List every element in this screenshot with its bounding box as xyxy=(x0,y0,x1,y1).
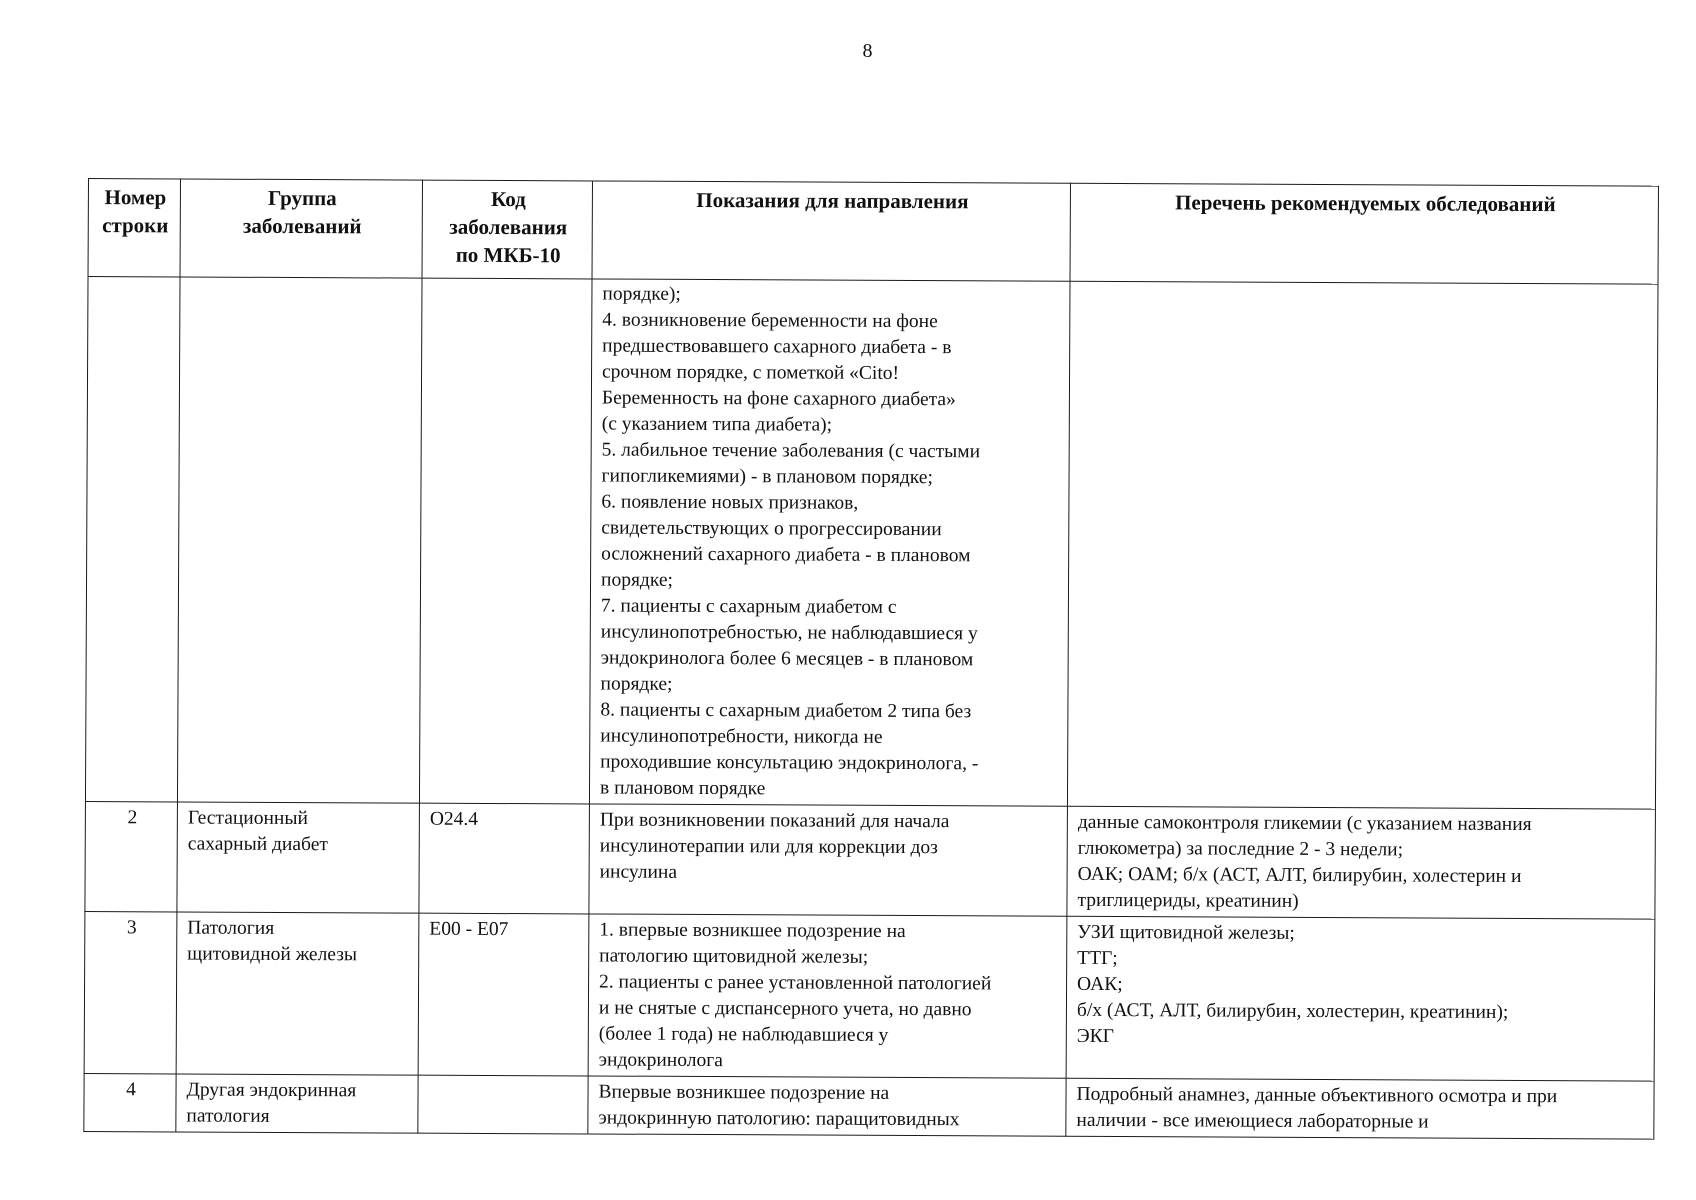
cell-code: O24.4 xyxy=(419,803,590,914)
table-row xyxy=(84,911,1655,1081)
cell-number: 2 xyxy=(85,801,178,911)
header-indications: Показания для направления xyxy=(592,181,1070,281)
page-number: 8 xyxy=(862,40,873,62)
referral-table xyxy=(83,178,1659,1140)
cell-examinations xyxy=(1067,281,1658,809)
table-row xyxy=(85,801,1656,919)
cell-indications: 1. впервые возникшее подозрение на патологию щитовидной железы; 2. пациенты с ранее установленной патологией и не снятые с диспансерного учета, но давно (более 1 года) не наблюдавшиеся у эндокринолога xyxy=(588,914,1067,1078)
header-disease-group: Группа заболеваний xyxy=(180,179,422,278)
header-row-number: Номер строки xyxy=(88,179,180,277)
cell-examinations: данные самоконтроля гликемии (с указанием названия глюкометра) за последние 2 - 3 недели; ОАК; ОАМ; б/х (АСТ, АЛТ, билирубин, холестерин и триглицериды, креатинин) xyxy=(1067,806,1656,919)
header-icd-code: Код заболевания по МКБ-10 xyxy=(422,180,592,279)
cell-indications: Впервые возникшее подозрение на эндокринную патологию: паращитовидных xyxy=(588,1076,1066,1136)
cell-code xyxy=(419,278,592,804)
cell-group xyxy=(177,277,422,803)
cell-examinations: УЗИ щитовидной железы; ТТГ; ОАК; б/х (АСТ, АЛТ, билирубин, холестерин, креатинин); ЭКГ xyxy=(1066,916,1655,1081)
cell-code: E00 - E07 xyxy=(418,913,589,1076)
cell-group: Гестационный сахарный диабет xyxy=(177,802,420,913)
table-row-continuation xyxy=(85,277,1658,810)
cell-indications: порядке); 4. возникновение беременности на фоне предшествовавшего сахарного диабета - в срочном порядке, с пометкой «Cito! Беременность на фоне сахарного диабета» (с указанием типа диабета); 5. лабильное течение заболевания (с частыми гипогликемиями) - в плановом порядке; 6. появление новых признаков, свидетельствующих о прогрессировании осложнений сахарного диабета - в плановом порядке; 7. пациенты с сахарным диабетом с инсулинопотребностью, не наблюдавшиеся у эндокринолога более 6 месяцев - в плановом порядке; 8. пациенты с сахарным диабетом 2 типа без инсулинопотребности, никогда не проходившие консультацию эндокринолога, - в плановом порядке xyxy=(589,279,1070,806)
cell-examinations: Подробный анамнез, данные объективного осмотра и при наличии - все имеющиеся лабораторные и xyxy=(1066,1078,1654,1139)
cell-number: 3 xyxy=(84,911,177,1073)
header-examinations: Перечень рекомендуемых обследований xyxy=(1070,183,1658,284)
cell-group: Патология щитовидной железы xyxy=(176,912,419,1075)
table-row xyxy=(84,1073,1654,1139)
cell-number xyxy=(85,277,180,802)
cell-group: Другая эндокринная патология xyxy=(176,1074,418,1133)
cell-code xyxy=(418,1075,588,1134)
cell-indications: При возникновении показаний для начала инсулинотерапии или для коррекции доз инсулина xyxy=(589,804,1068,916)
cell-number: 4 xyxy=(84,1073,176,1131)
header-row xyxy=(88,179,1658,285)
